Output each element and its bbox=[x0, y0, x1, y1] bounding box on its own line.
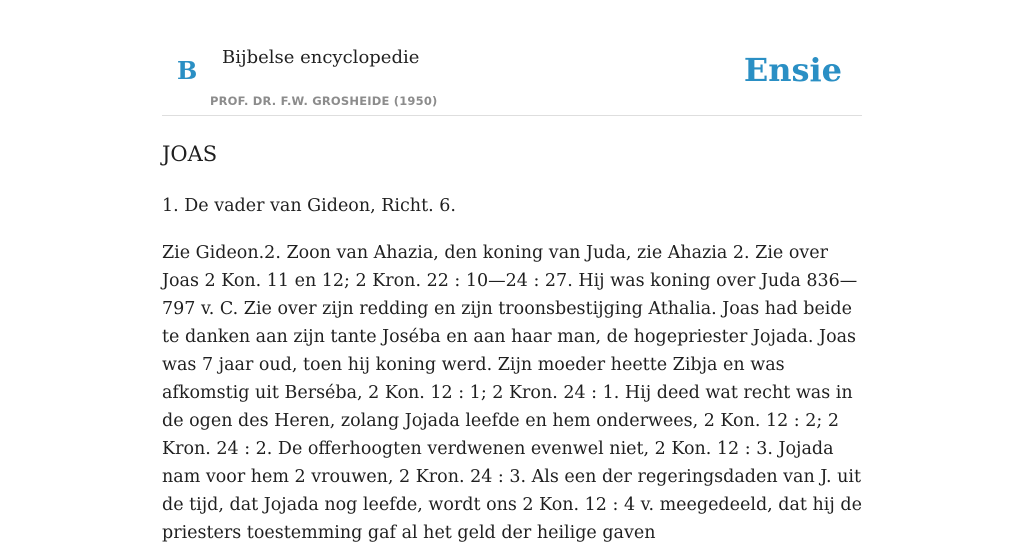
book-author: PROF. DR. F.W. GROSHEIDE (1950) bbox=[210, 94, 438, 108]
page bbox=[162, 0, 862, 543]
book-title[interactable]: Bijbelse encyclopedie bbox=[222, 47, 420, 68]
article-paragraph: 1. De vader van Gideon, Richt. 6. bbox=[162, 196, 456, 216]
book-badge-icon[interactable]: B bbox=[177, 56, 198, 85]
header bbox=[162, 0, 862, 116]
article-title: JOAS bbox=[162, 142, 218, 166]
ensie-logo[interactable]: Ensie bbox=[743, 51, 842, 89]
article-paragraph: Zie Gideon.2. Zoon van Ahazia, den koning van Juda, zie Ahazia 2. Zie over Joas 2 Kon. 11 en 12; 2 Kron. 22 : 10—24 : 27. Hij was koning over Juda 836—797 v. C. Zie over zijn redding en zijn troonsbestijging Athalia. Joas had beide te danken aan zijn tante Joséba en aan haar man, de hogepriester Jojada. Joas was 7 jaar oud, toen hij koning werd. Zijn moeder heette Zibja en was afkomstig uit Berséba, 2 Kon. 12 : 1; 2 Kron. 24 : 1. Hij deed wat recht was in de ogen des Heren, zolang Jojada leefde en hem onderwees, 2 Kon. 12 : 2; 2 Kron. 24 : 2. De offerhoogten verdwenen evenwel niet, 2 Kon. 12 : 3. Jojada nam voor hem 2 vrouwen, 2 Kron. 24 : 3. Als een der regeringsdaden van J. uit de tijd, dat Jojada nog leefde, wordt ons 2 Kon. 12 : 4 v. meegedeeld, dat hij de priesters toestemming gaf al het geld der heilige gaven bbox=[162, 243, 862, 543]
